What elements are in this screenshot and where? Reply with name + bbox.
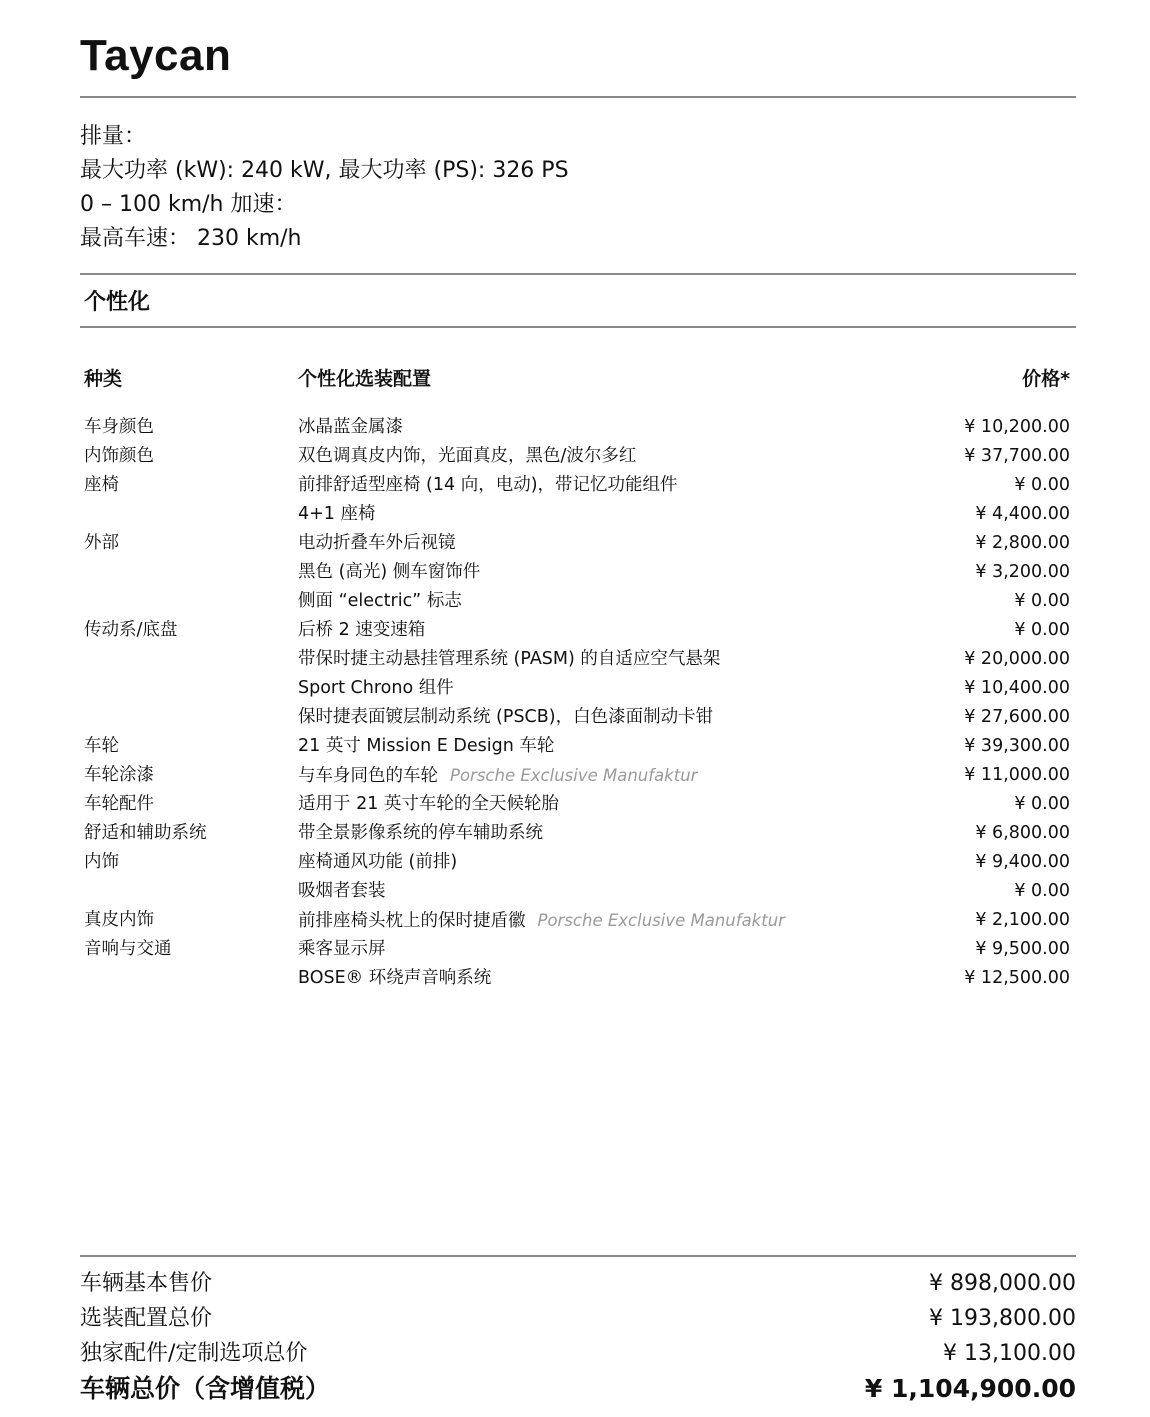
row-category: 车轮涂漆 xyxy=(84,765,154,785)
row-option xyxy=(298,587,462,616)
row-price: ¥ 4,400.00 xyxy=(975,504,1070,524)
totals-block xyxy=(80,1266,1076,1406)
row-option xyxy=(298,500,376,529)
row-option xyxy=(298,616,425,645)
total-options-row xyxy=(80,1301,1076,1336)
row-option-text: 带保时捷主动悬挂管理系统 (PASM) 的自适应空气悬架 xyxy=(298,649,721,669)
row-price: ¥ 9,400.00 xyxy=(975,852,1070,872)
row-price: ¥ 9,500.00 xyxy=(975,939,1070,959)
row-option xyxy=(298,732,554,761)
spec-block xyxy=(80,120,569,256)
row-option xyxy=(298,964,491,993)
table-row xyxy=(80,616,1076,645)
total-exclusive-label: 独家配件/定制选项总价 xyxy=(80,1341,308,1366)
table-row xyxy=(80,935,1076,964)
table-row xyxy=(80,819,1076,848)
row-option-text: Sport Chrono 组件 xyxy=(298,678,454,698)
row-price: ¥ 3,200.00 xyxy=(975,562,1070,582)
table-header xyxy=(80,362,1076,396)
total-grand-value: ¥ 1,104,900.00 xyxy=(864,1374,1076,1403)
row-option xyxy=(298,558,480,587)
row-option-text: 带全景影像系统的停车辅助系统 xyxy=(298,823,543,843)
table-row xyxy=(80,413,1076,442)
row-category: 外部 xyxy=(84,533,119,553)
table-row xyxy=(80,790,1076,819)
row-option-text: 黑色 (高光) 侧车窗饰件 xyxy=(298,562,481,582)
total-base-row xyxy=(80,1266,1076,1301)
table-row xyxy=(80,558,1076,587)
row-category: 真皮内饰 xyxy=(84,910,154,930)
row-option xyxy=(298,790,559,819)
row-option-text: 座椅通风功能 (前排) xyxy=(298,852,458,872)
row-price: ¥ 0.00 xyxy=(1014,620,1070,640)
header-option: 个性化选装配置 xyxy=(298,368,432,390)
table-row xyxy=(80,529,1076,558)
row-option xyxy=(298,703,713,732)
row-price: ¥ 0.00 xyxy=(1014,591,1070,611)
row-price: ¥ 20,000.00 xyxy=(964,649,1070,669)
row-price: ¥ 6,800.00 xyxy=(975,823,1070,843)
row-option-text: 前排舒适型座椅 (14 向，电动)，带记忆功能组件 xyxy=(298,475,678,495)
row-option-text: 双色调真皮内饰，光面真皮，黑色/波尔多红 xyxy=(298,446,637,466)
row-category: 车身颜色 xyxy=(84,417,154,437)
total-grand-label: 车辆总价（含增值税） xyxy=(80,1374,331,1403)
row-option-text: 21 英寸 Mission E Design 车轮 xyxy=(298,736,555,756)
row-option-note: Porsche Exclusive Manufaktur xyxy=(450,766,698,785)
row-option-text: 侧面 “electric” 标志 xyxy=(298,591,462,611)
row-option-text: 4+1 座椅 xyxy=(298,504,376,524)
row-price: ¥ 12,500.00 xyxy=(964,968,1070,988)
row-option-text: 保时捷表面镀层制动系统 (PSCB)，白色漆面制动卡钳 xyxy=(298,707,714,727)
row-option xyxy=(298,674,454,703)
spec-top-speed: 最高车速： 230 km/h xyxy=(80,226,302,251)
table-row xyxy=(80,587,1076,616)
row-price: ¥ 2,100.00 xyxy=(975,910,1070,930)
row-option-text: 前排座椅头枕上的保时捷盾徽 xyxy=(298,911,526,931)
row-option xyxy=(298,935,386,964)
table-body xyxy=(80,413,1076,993)
row-option-text: 适用于 21 英寸车轮的全天候轮胎 xyxy=(298,794,559,814)
spec-acceleration: 0 – 100 km/h 加速： xyxy=(80,192,297,217)
row-option xyxy=(298,848,457,877)
table-row xyxy=(80,761,1076,790)
row-price: ¥ 11,000.00 xyxy=(964,765,1070,785)
table-row xyxy=(80,877,1076,906)
row-option-text: 后桥 2 速变速箱 xyxy=(298,620,426,640)
row-price: ¥ 37,700.00 xyxy=(964,446,1070,466)
total-base-label: 车辆基本售价 xyxy=(80,1271,213,1296)
row-option xyxy=(298,906,785,936)
row-option xyxy=(298,819,543,848)
divider-totals xyxy=(80,1255,1076,1257)
row-option-text: 冰晶蓝金属漆 xyxy=(298,417,403,437)
table-row xyxy=(80,500,1076,529)
row-category: 内饰 xyxy=(84,852,119,872)
row-category: 车轮配件 xyxy=(84,794,154,814)
row-category: 车轮 xyxy=(84,736,119,756)
row-price: ¥ 0.00 xyxy=(1014,794,1070,814)
row-price: ¥ 39,300.00 xyxy=(964,736,1070,756)
row-category: 内饰颜色 xyxy=(84,446,154,466)
page-title: Taycan xyxy=(80,31,232,80)
row-option-text: BOSE® 环绕声音响系统 xyxy=(298,968,492,988)
total-exclusive-value: ¥ 13,100.00 xyxy=(943,1341,1076,1366)
table-row xyxy=(80,674,1076,703)
row-option xyxy=(298,877,386,906)
row-option-text: 与车身同色的车轮 xyxy=(298,766,438,786)
row-price: ¥ 10,200.00 xyxy=(964,417,1070,437)
divider-specs xyxy=(80,273,1076,275)
row-option xyxy=(298,413,403,442)
row-category: 舒适和辅助系统 xyxy=(84,823,207,843)
table-row xyxy=(80,964,1076,993)
row-option-text: 乘客显示屏 xyxy=(298,939,386,959)
row-price: ¥ 0.00 xyxy=(1014,881,1070,901)
total-exclusive-row xyxy=(80,1336,1076,1371)
row-price: ¥ 27,600.00 xyxy=(964,707,1070,727)
spec-max-power: 最大功率 (kW): 240 kW, 最大功率 (PS): 326 PS xyxy=(80,158,569,183)
total-options-label: 选装配置总价 xyxy=(80,1306,213,1331)
row-option xyxy=(298,761,697,791)
row-price: ¥ 10,400.00 xyxy=(964,678,1070,698)
divider-top xyxy=(80,96,1076,98)
table-row xyxy=(80,471,1076,500)
row-option-note: Porsche Exclusive Manufaktur xyxy=(537,911,785,930)
table-row xyxy=(80,906,1076,935)
row-option-text: 吸烟者套装 xyxy=(298,881,386,901)
row-category: 座椅 xyxy=(84,475,119,495)
header-category: 种类 xyxy=(84,368,123,390)
table-row xyxy=(80,645,1076,674)
row-option xyxy=(298,471,678,500)
row-price: ¥ 2,800.00 xyxy=(975,533,1070,553)
row-option-text: 电动折叠车外后视镜 xyxy=(298,533,456,553)
spec-displacement: 排量： xyxy=(80,124,147,149)
total-base-value: ¥ 898,000.00 xyxy=(929,1271,1076,1296)
price-sheet xyxy=(80,0,1076,1417)
row-category: 音响与交通 xyxy=(84,939,172,959)
row-option xyxy=(298,645,720,674)
table-row xyxy=(80,442,1076,471)
row-option xyxy=(298,442,636,471)
table-row xyxy=(80,848,1076,877)
header-price: 价格* xyxy=(1022,368,1070,390)
row-category: 传动系/底盘 xyxy=(84,620,178,640)
row-option xyxy=(298,529,456,558)
section-title: 个性化 xyxy=(84,290,151,315)
table-row xyxy=(80,703,1076,732)
total-grand-row xyxy=(80,1371,1076,1406)
divider-section xyxy=(80,326,1076,328)
options-table xyxy=(80,362,1076,988)
total-options-value: ¥ 193,800.00 xyxy=(929,1306,1076,1331)
row-price: ¥ 0.00 xyxy=(1014,475,1070,495)
table-row xyxy=(80,732,1076,761)
